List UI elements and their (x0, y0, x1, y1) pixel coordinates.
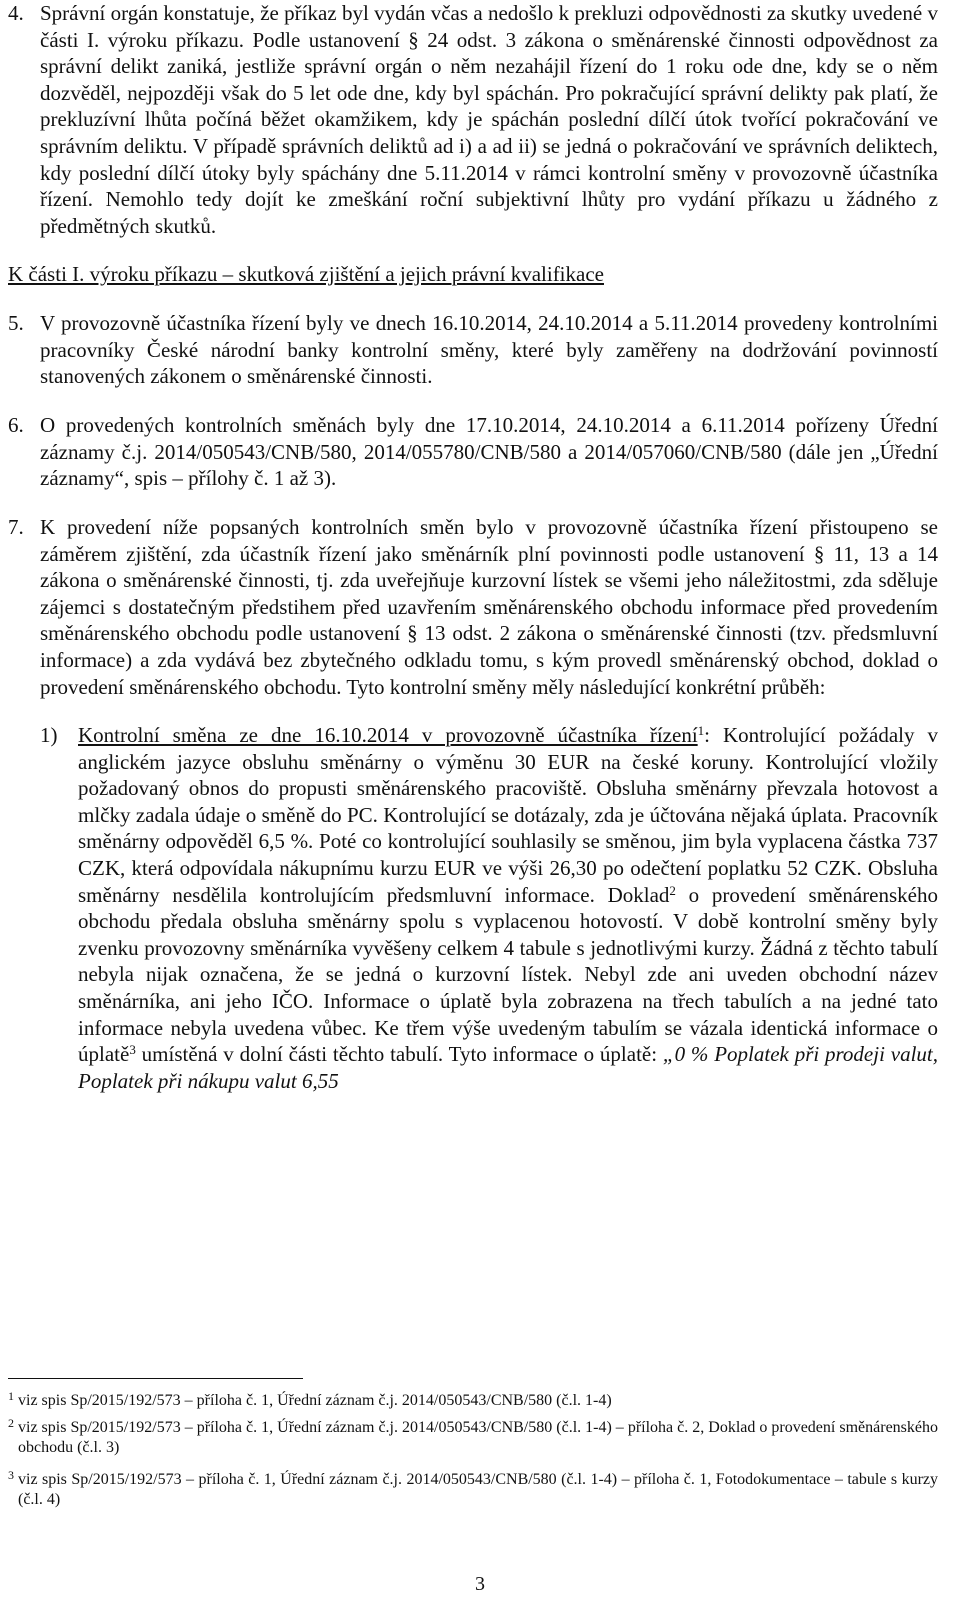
subitem-text-b: o provedení směnárenského obchodu předala obsluha směnárny spolu s vyplacenou hotovostí. V době kontrolní směny byly zvenku provozovny směnárníka vyvěšeny celkem 4 tabule s jednotlivými kurzy. Žádná z těchto tabulí nebyla nijak označena, že se jedná o kurzovní lístek. Nebyl zde ani uveden obchodní název směnárníka, ani jeho IČO. Informace o úplatě byla zobrazena na třech tabulích a na jedné tato informace nebyla uvedena vůbec. Ke třem výše uvedeným tabulím se vázala identická informace o úplatě (78, 882, 938, 1067)
paragraph-text: V provozovně účastníka řízení byly ve dnech 16.10.2014, 24.10.2014 a 5.11.2014 provedeny kontrolními pracovníky České národní banky kontrolní směny, které byly zaměřeny na dodržování povinností stanovených zákonem o směnárenské činnosti. (40, 311, 938, 389)
footnote-text: viz spis Sp/2015/192/573 – příloha č. 1, Úřední záznam č.j. 2014/050543/CNB/580 (č.l. 1-4) (18, 1392, 612, 1409)
paragraph-text: Správní orgán konstatuje, že příkaz byl vydán včas a nedošlo k prekluzi odpovědnosti za skutky uvedené v části I. výroku příkazu. Podle ustanovení § 24 odst. 3 zákona o směnárenské činnosti odpovědnost za správní delikt zaniká, jestliže správní orgán o něm nezahájil řízení do 1 roku ode dne, kdy se o něm dozvěděl, nejpozději však do 5 let ode dne, kdy byl spáchán. Pro pokračující správní delikty pak platí, že prekluzívní lhůta počíná běžet okamžikem, kdy je spáchán poslední dílčí útok tvořící pokračování ve správním deliktu. V případě správních deliktů ad i) a ad ii) se jedná o pokračování ve správních deliktech, kdy poslední dílčí útoky byly spáchány dne 5.11.2014 v rámci kontrolní směny v provozovně účastníka řízení. Nemohlo tedy dojít ke zmeškání roční subjektivní lhůty pro vydání příkazu u žádného z předmětných skutků. (40, 1, 938, 238)
paragraph-text: K provedení níže popsaných kontrolních směn bylo v provozovně účastníka řízení přistoupeno se záměrem zjištění, zda účastník řízení jako směnárník plní povinnosti podle ustanovení § 11, 13 a 14 zákona o směnárenské činnosti, tj. zda uveřejňuje kurzovní lístek se všemi jeho náležitostmi, zda sděluje zájemci s dostatečným předstihem před uzavřením směnárenského obchodu informace před provedením směnárenského obchodu podle ustanovení § 13 odst. 2 zákona o směnárenské činnosti (tzv. předsmluvní informace) a zda vydává bez zbytečného odkladu tomu, s kým provedl směnárenský obchod, doklad o provedení směnárenského obchodu. Tyto kontrolní směny měly následující konkrétní průběh: (40, 515, 938, 699)
footnote-3 (8, 1470, 938, 1510)
footnote-ref-2: 2 (669, 882, 676, 898)
paragraph-number: 4. (8, 1, 24, 25)
paragraph-number: 7. (8, 515, 24, 539)
footnote-mark: 2 (8, 1416, 14, 1430)
subitem-number: 1) (40, 723, 58, 747)
subitem-text (78, 722, 938, 1094)
paragraph-6 (8, 412, 938, 492)
subitem-1 (40, 722, 938, 1094)
footnote-text: viz spis Sp/2015/192/573 – příloha č. 1, Úřední záznam č.j. 2014/050543/CNB/580 (č.l. 1-4) – příloha č. 2, Doklad o provedení směnárenského obchodu (č.l. 3) (18, 1419, 938, 1456)
subitem-text-c: umístěná v dolní části těchto tabulí. Tyto informace o úplatě: (135, 1042, 663, 1067)
footnote-1 (8, 1391, 938, 1411)
footnote-mark: 3 (8, 1468, 14, 1482)
footnote-text: viz spis Sp/2015/192/573 – příloha č. 1, Úřední záznam č.j. 2014/050543/CNB/580 (č.l. 1-4) – příloha č. 1, Fotodokumentace – tabule s kurzy (č.l. 4) (18, 1471, 938, 1508)
paragraph-5 (8, 310, 938, 390)
footnote-2 (8, 1418, 938, 1458)
paragraph-4 (8, 0, 938, 239)
paragraph-number: 5. (8, 311, 24, 335)
paragraph-7 (8, 514, 938, 700)
subitem-text-italic: „0 % Poplatek při prodeji valut, Poplatek při nákupu valut 6,55 (78, 1042, 938, 1093)
paragraph-number: 6. (8, 413, 24, 437)
paragraph-text: O provedených kontrolních směnách byly dne 17.10.2014, 24.10.2014 a 6.11.2014 pořízeny Úřední záznamy č.j. 2014/050543/CNB/580, 2014/055780/CNB/580 a 2014/057060/CNB/580 (dále jen „Úřední záznamy“, spis – přílohy č. 1 až 3). (40, 413, 938, 491)
footnote-ref-3: 3 (129, 1042, 136, 1058)
subitem-text-a: : Kontrolující požádaly v anglickém jazyce obsluhu směnárny o výměnu 30 EUR na české koruny. Kontrolující vložily požadovaný obnos do propusti směnárenského pracoviště. Obsluha směnárny převzala hotovost a mlčky zadala údaje o směně do PC. Kontrolující se dotázaly, zda je účtována nějaká úplata. Pracovník směnárny odpověděl 6,5 %. Poté co kontrolující souhlasily se směnou, jim byla vyplacena částka 737 CZK, která odpovídala nákupnímu kurzu EUR ve výši 26,30 po odečtení poplatku 52 CZK. Obsluha směnárny nesdělila kontrolujícím předsmluvní informace. Doklad (78, 723, 938, 907)
footnote-separator (8, 1378, 303, 1379)
subitem-title: Kontrolní směna ze dne 16.10.2014 v provozovně účastníka řízení (78, 723, 698, 747)
footnote-ref-1: 1 (697, 723, 705, 738)
section-heading: K části I. výroku příkazu – skutková zjištění a jejich právní kvalifikace (8, 262, 604, 286)
page-number: 3 (475, 1573, 485, 1595)
footnote-mark: 1 (8, 1389, 14, 1403)
